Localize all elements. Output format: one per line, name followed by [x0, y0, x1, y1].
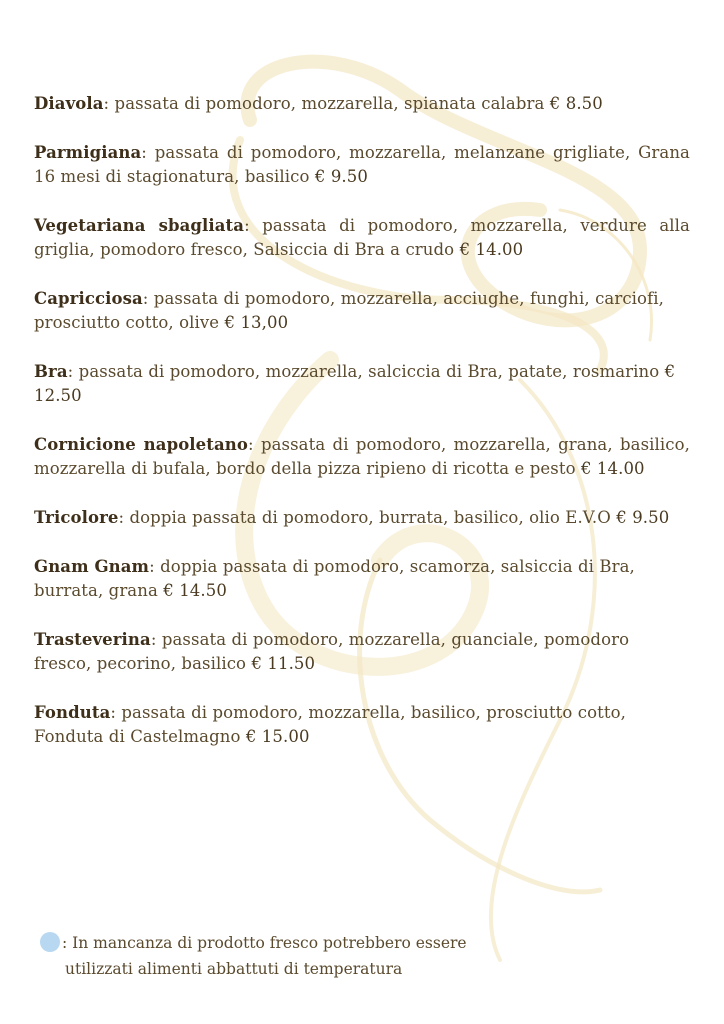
- menu-item-description: passata di pomodoro, mozzarella, melanzane grigliate, Grana 16 mesi di stagionatura, basilico: [34, 143, 690, 186]
- menu-item-description: doppia passata di pomodoro, burrata, basilico, olio E.V.O: [124, 508, 617, 527]
- footnote: [40, 930, 520, 982]
- menu-item: [34, 433, 690, 481]
- menu-item: [34, 360, 690, 408]
- menu-item-name: Vegetariana sbagliata: [34, 216, 245, 235]
- menu-item-price: € 8.50: [549, 94, 603, 113]
- menu-item-price: € 11.50: [251, 654, 316, 673]
- menu-item-description: passata di pomodoro, mozzarella, guanciale, pomodoro fresco, pecorino, basilico: [34, 630, 630, 673]
- menu-item: [34, 287, 690, 335]
- pizza-menu-list: [34, 92, 690, 774]
- menu-item-separator: :: [141, 143, 147, 162]
- menu-item: [34, 628, 690, 676]
- menu-item-separator: :: [118, 508, 125, 527]
- menu-item-description: passata di pomodoro, mozzarella, spianata calabra: [109, 94, 550, 113]
- menu-item-description: doppia passata di pomodoro, scamorza, salsiccia di Bra, burrata, grana: [34, 557, 635, 600]
- menu-item-name: Fonduta: [34, 703, 111, 722]
- menu-item-name: Cornicione napoletano: [34, 435, 248, 454]
- menu-item: [34, 214, 690, 262]
- menu-item: [34, 141, 690, 189]
- menu-item-price: € 9.50: [314, 167, 368, 186]
- footnote-line-1: : In mancanza di prodotto fresco potrebbero essere: [62, 934, 467, 952]
- menu-item-name: Parmigiana: [34, 143, 142, 162]
- menu-item-name: Bra: [34, 362, 68, 381]
- menu-item-description: passata di pomodoro, mozzarella, acciughe, funghi, carciofi, prosciutto cotto, olive: [34, 289, 665, 332]
- menu-item-name: Gnam Gnam: [34, 557, 150, 576]
- menu-item-price: € 9.50: [616, 508, 670, 527]
- menu-item-separator: :: [149, 557, 155, 576]
- menu-item-separator: :: [110, 703, 117, 722]
- menu-item-name: Capricciosa: [34, 289, 143, 308]
- menu-item: [34, 555, 690, 603]
- menu-item-description: passata di pomodoro, mozzarella, basilico, prosciutto cotto, Fonduta di Castelmagno: [34, 703, 626, 746]
- menu-item: [34, 506, 690, 530]
- menu-item-name: Diavola: [34, 94, 104, 113]
- menu-item: [34, 701, 690, 749]
- menu-item-name: Trasteverina: [34, 630, 151, 649]
- menu-item-separator: :: [248, 435, 254, 454]
- menu-item-separator: :: [150, 630, 157, 649]
- menu-item-price: € 15.00: [245, 727, 310, 746]
- menu-item-name: Tricolore: [34, 508, 119, 527]
- menu-item-separator: :: [142, 289, 149, 308]
- menu-item-price: € 14.00: [580, 459, 645, 478]
- menu-item-description: passata di pomodoro, mozzarella, grana, basilico, mozzarella di bufala, bordo della pizza ripieno di ricotta e pesto: [34, 435, 690, 478]
- fresh-product-marker-icon: [40, 932, 60, 952]
- footnote-line-2: utilizzati alimenti abbattuti di temperatura: [65, 960, 403, 978]
- menu-item: [34, 92, 690, 116]
- menu-item-price: € 12.50: [34, 362, 676, 405]
- menu-item-separator: :: [67, 362, 74, 381]
- menu-item-price: € 14.50: [163, 581, 227, 600]
- menu-item-description: passata di pomodoro, mozzarella, salciccia di Bra, patate, rosmarino: [73, 362, 665, 381]
- menu-item-separator: :: [103, 94, 110, 113]
- menu-item-price: € 13,00: [224, 313, 289, 332]
- menu-item-description: passata di pomodoro, mozzarella, verdure alla griglia, pomodoro fresco, Salsiccia di Bra a crudo: [34, 216, 690, 259]
- menu-item-separator: :: [244, 216, 250, 235]
- menu-item-price: € 14.00: [459, 240, 524, 259]
